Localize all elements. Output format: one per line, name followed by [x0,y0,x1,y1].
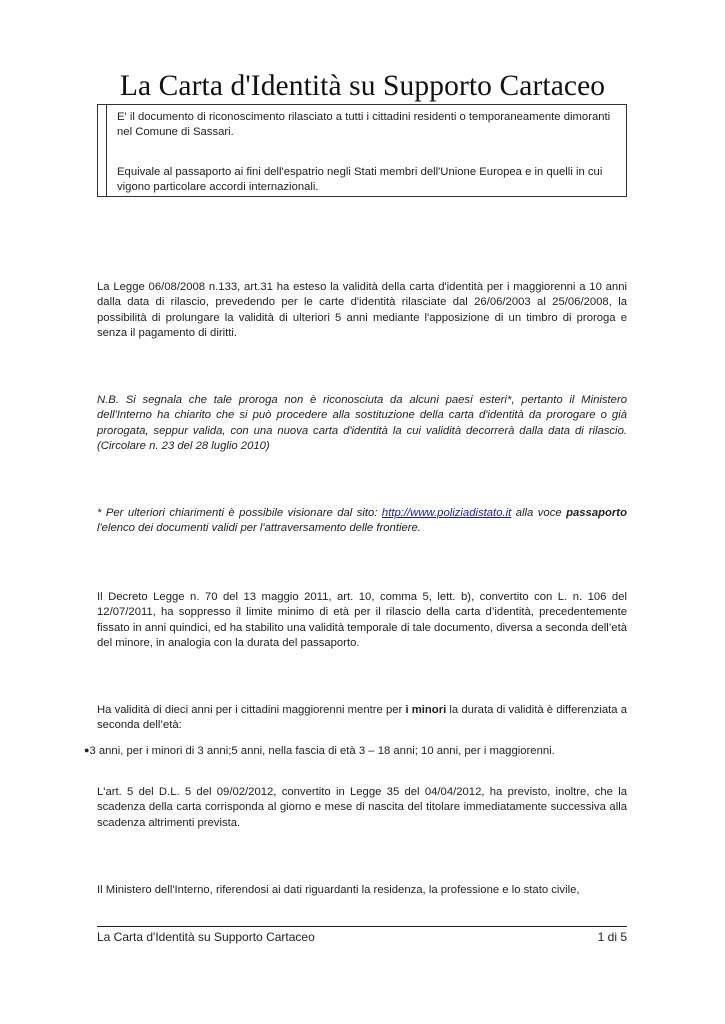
validity-bold: i minori [405,704,447,716]
page-number: 1 di 5 [597,930,627,944]
footer-title: La Carta d'Identità su Supporto Cartaceo [97,930,315,944]
paragraph-dl-2012: L'art. 5 del D.L. 5 del 09/02/2012, convertito in Legge 35 del 04/04/2012, ha previsto, inoltre, che la scadenza della carta corrisponda al giorno e mese di nascita del titolare immediatamente successiva alla scadenza altrimenti prevista. [97,786,627,829]
bullet-icon: ● [84,745,90,755]
validity-bullet-list [84,744,644,759]
bullet-item-1: 3 anni, per i minori di 3 anni; [89,745,232,757]
note-suffix: l'elenco dei documenti validi per l'attraversamento delle frontiere. [97,522,421,535]
paragraph-ministero: Il Ministero dell'Interno, riferendosi ai dati riguardanti la residenza, la professione e lo stato civile, [97,884,580,896]
note-middle: alla voce [511,507,567,519]
paragraph-nb: N.B. Si segnala che tale proroga non è riconosciuta da alcuni paesi esteri*, pertanto il Ministero dell'Interno ha chiarito che si può procedere alla sostituzione della carta d'identità da prorogare o già prorogata, seppur valida, con una nuova carta d'identità la cui validità decorrerà dalla data di rilascio. (Circolare n. 23 del 28 luglio 2010) [97,394,627,452]
intro-box-divider [106,105,107,196]
bullet-item-3: 10 anni, per i maggiorenni. [421,745,555,757]
paragraph-validity [97,703,627,734]
note-bold: passaporto [566,507,627,519]
intro-text-2: Equivale al passaporto ai fini dell'espatrio negli Stati membri dell'Unione Europea e in quelli in cui vigono particolare accordi internazionali. [117,166,603,194]
note-prefix: * Per ulteriori chiarimenti è possibile visionare dal sito: [97,507,382,519]
paragraph-decreto-2011: Il Decreto Legge n. 70 del 13 maggio 2011, art. 10, comma 5, lett. b), convertito con L. n. 106 del 12/07/2011, ha soppresso il limite minimo di età per il rilascio della carta d’identità, precedentemente fissato in anni quindici, ed ha stabilito una validità temporale di tale documento, diversa a seconda dell’età del minore, in analogia con la durata del passaporto. [97,591,627,649]
intro-text-1: E' il documento di riconoscimento rilasciato a tutti i cittadini residenti o temporaneamente dimoranti nel Comune di Sassari. [117,111,611,139]
paragraph-note [97,506,627,537]
validity-before: Ha validità di dieci anni per i cittadini maggiorenni mentre per [97,704,406,716]
paragraph-law-2008: La Legge 06/08/2008 n.133, art.31 ha esteso la validità della carta d'identità per i maggiorenni a 10 anni dalla data di rilascio, prevedendo per le carte d'identità rilasciate dal 26/06/2003 al 25/06/2008, la possibilità di prolungare la validità di ulteriori 5 anni mediante l'apposizione di un timbro di proroga e senza il pagamento di diritti. [97,281,627,339]
footer-divider [97,926,627,927]
validity-after: la durata di validità è differenziata a seconda dell’età: [97,704,627,732]
polizia-link[interactable]: http://www.poliziadistato.it [381,507,512,519]
bullet-item-2: 5 anni, nella fascia di età 3 – 18 anni; [231,745,418,757]
page-title: La Carta d'Identità su Supporto Cartaceo [119,70,606,102]
